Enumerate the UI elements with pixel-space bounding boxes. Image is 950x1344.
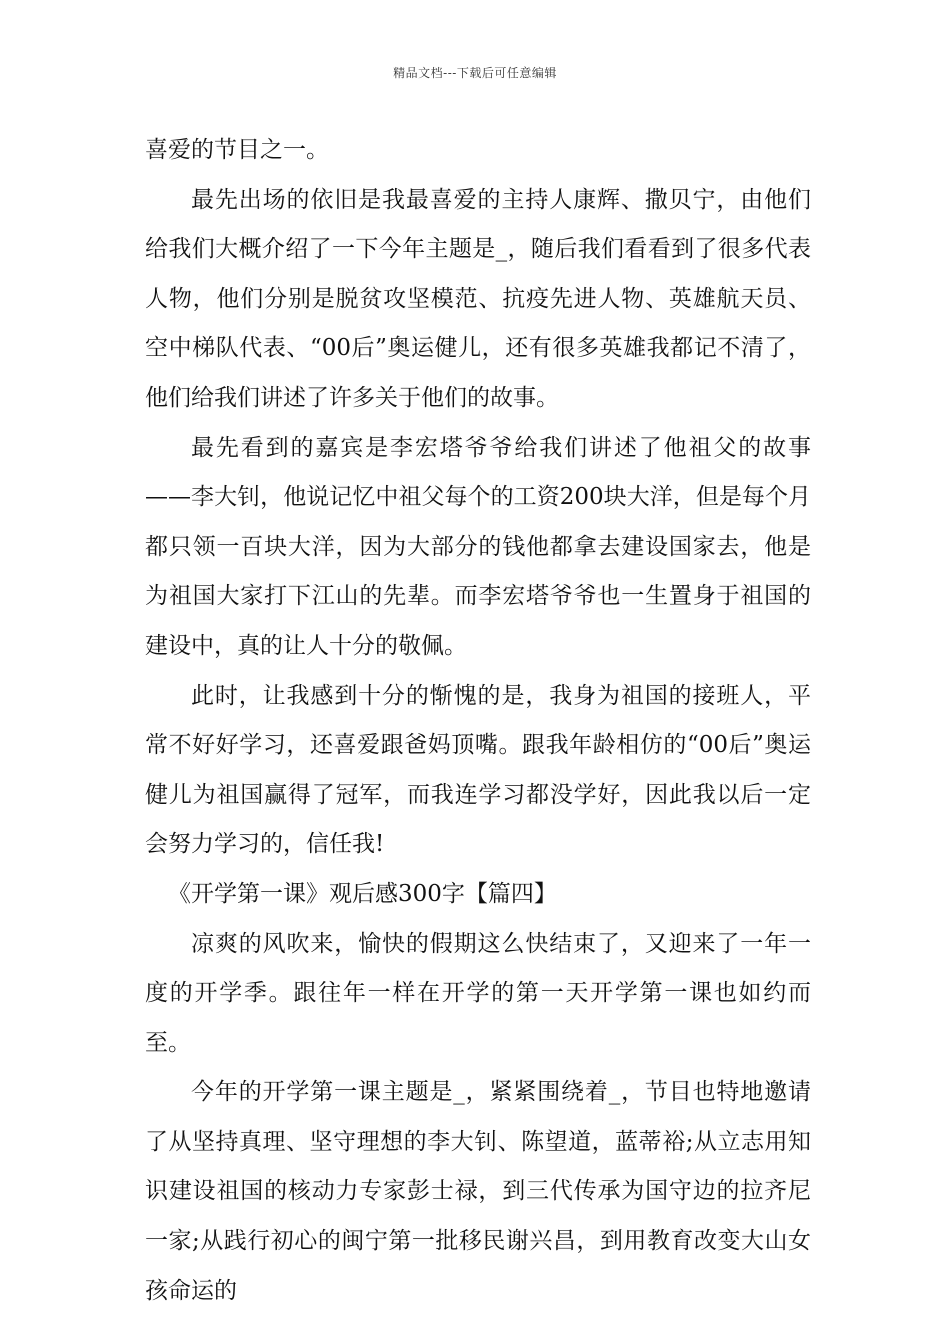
document-body <box>145 126 811 1316</box>
paragraph-guest-story: 最先看到的嘉宾是李宏塔爷爷给我们讲述了他祖父的故事——李大钊，他说记忆中祖父每个的工资200块大洋，但是每个月都只领一百块大洋，因为大部分的钱他都拿去建设国家去，他是为祖国大家打下江山的先辈。而李宏塔爷爷也一生置身于祖国的建设中，真的让人十分的敬佩。 <box>145 434 811 659</box>
paragraph-hosts: 最先出场的依旧是我最喜爱的主持人康辉、撒贝宁，由他们给我们大概介绍了一下今年主题是_，随后我们看看到了很多代表人物，他们分别是脱贫攻坚模范、抗疫先进人物、英雄航天员、空中梯队代表、“00后”奥运健儿，还有很多英雄我都记不清了，他们给我们讲述了许多关于他们的故事。 <box>145 186 811 411</box>
paragraph-theme: 今年的开学第一课主题是_，紧紧围绕着_，节目也特地邀请了从坚持真理、坚守理想的李大钊、陈望道，蓝蒂裕;从立志用知识建设祖国的核动力专家彭士禄，到三代传承为国守边的拉齐尼一家;从践行初心的闽宁第一批移民谢兴昌，到用教育改变大山女孩命运的 <box>145 1079 811 1304</box>
paragraph-continuation: 喜爱的节目之一。 <box>145 137 329 163</box>
page-header: 精品文档---下载后可任意编辑 <box>393 66 557 80</box>
paragraph-reflection: 此时，让我感到十分的惭愧的是，我身为祖国的接班人，平常不好好学习，还喜爱跟爸妈顶嘴。跟我年龄相仿的“00后”奥运健儿为祖国赢得了冠军，而我连学习都没学好，因此我以后一定会努力学习的，信任我! <box>145 682 811 858</box>
paragraph-intro: 凉爽的风吹来，愉快的假期这么快结束了，又迎来了一年一度的开学季。跟往年一样在开学的第一天开学第一课也如约而至。 <box>145 930 811 1056</box>
section-heading: 《开学第一课》观后感300字【篇四】 <box>168 880 557 907</box>
